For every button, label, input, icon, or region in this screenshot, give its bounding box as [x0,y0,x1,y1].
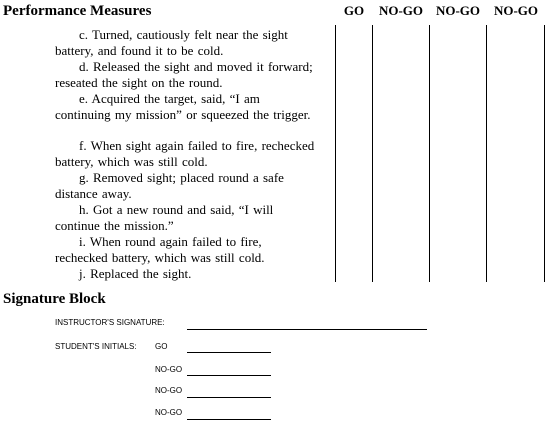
initials-no-go-label-3: NO-GO [155,408,183,417]
student-initials-label: STUDENT'S INITIALS: [55,342,137,351]
instructor-signature-label: INSTRUCTOR'S SIGNATURE: [55,318,165,327]
initials-go-label: GO [155,342,168,351]
column-header-go: GO [343,3,365,18]
step-g: g. Removed sight; placed round a safe distance away. [55,170,284,201]
initials-no-go-line-2[interactable] [187,397,271,398]
grid-line [372,25,373,282]
signature-block-heading: Signature Block [3,291,106,307]
step-c: c. Turned, cautiously felt near the sight battery, and found it to be cold. [55,27,288,58]
grid-line [335,25,336,282]
grid-line [429,25,430,282]
step-f: f. When sight again failed to fire, rechecked battery, which was still cold. [55,138,315,169]
step-i: i. When round again failed to fire, rechecked battery, which was still cold. [55,234,265,265]
column-header-no-go-2: NO-GO [435,3,481,18]
performance-measures-heading: Performance Measures [3,3,152,19]
grid-line [486,25,487,282]
initials-no-go-line-3[interactable] [187,419,271,420]
initials-no-go-label-2: NO-GO [155,386,183,395]
grid-line [544,25,545,282]
instructor-signature-line[interactable] [187,329,427,330]
step-e: e. Acquired the target, said, “I am continuing my mission” or squeezed the trigger. [55,91,311,122]
column-header-no-go-1: NO-GO [378,3,424,18]
step-d: d. Released the sight and moved it forward; reseated the sight on the round. [55,59,313,90]
initials-go-line[interactable] [187,352,271,353]
initials-no-go-line-1[interactable] [187,375,271,376]
step-j: j. Replaced the sight. [79,266,192,281]
initials-no-go-label-1: NO-GO [155,365,183,374]
column-header-no-go-3: NO-GO [493,3,539,18]
step-h: h. Got a new round and said, “I will continue the mission.” [55,202,274,233]
